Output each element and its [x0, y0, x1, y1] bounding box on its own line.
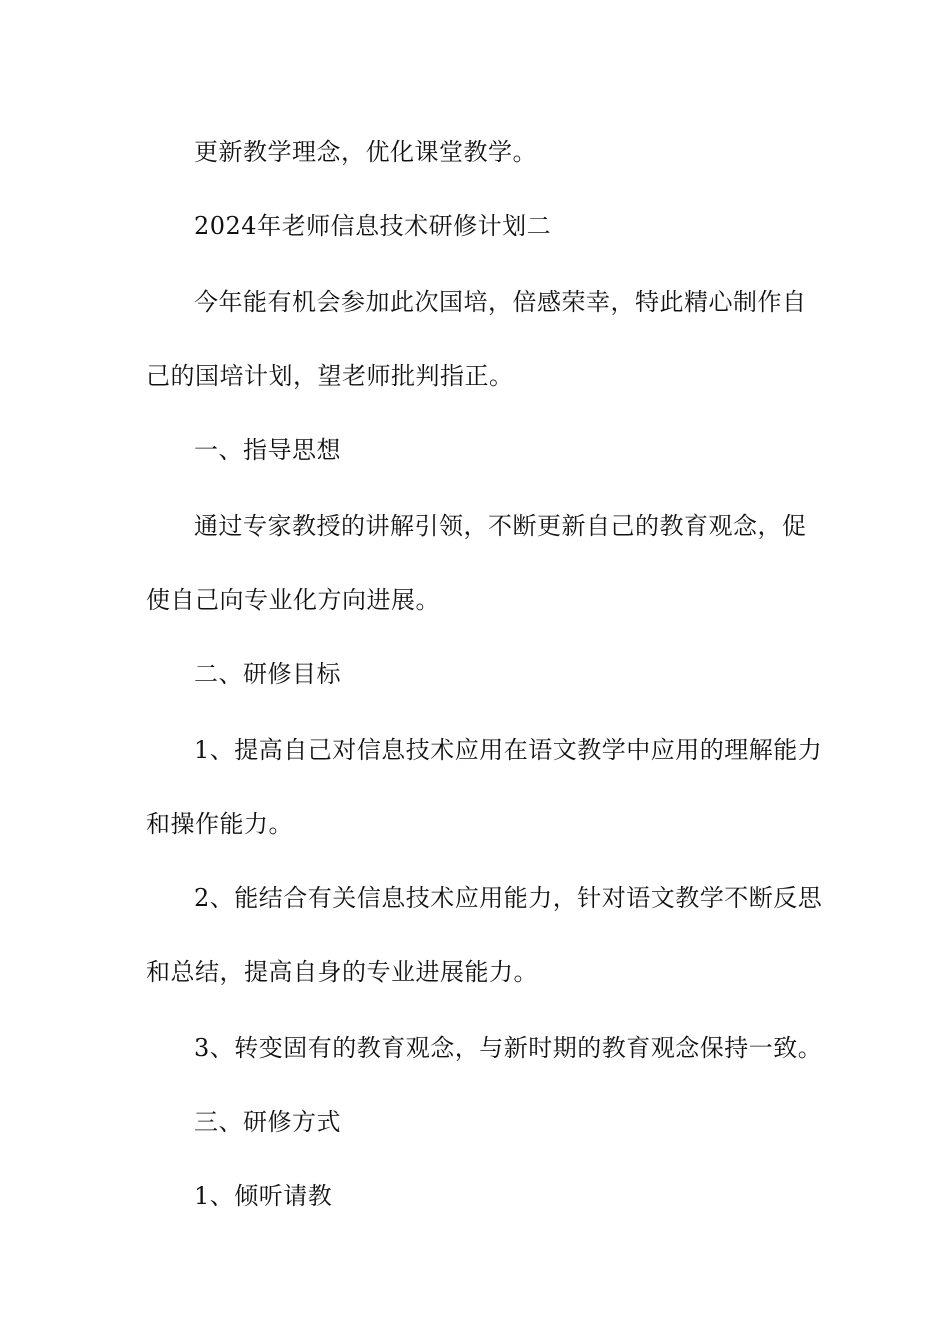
heading-research-goals: 二、研修目标	[194, 660, 341, 688]
list-item-2-line-2: 和总结，提高自身的专业进展能力。	[146, 958, 538, 986]
paragraph-line-4: 己的国培计划，望老师批判指正。	[146, 362, 514, 390]
list-item-1-line-1: 1、提高自己对信息技术应用在语文教学中应用的理解能力	[194, 736, 823, 764]
list-item-method-1: 1、倾听请教	[194, 1182, 333, 1210]
heading-research-methods: 三、研修方式	[194, 1108, 341, 1136]
list-item-3: 3、转变固有的教育观念，与新时期的教育观念保持一致。	[194, 1034, 823, 1062]
paragraph-line-1: 更新教学理念，优化课堂教学。	[194, 138, 537, 166]
heading-guiding-idea: 一、指导思想	[194, 436, 341, 464]
list-item-1-line-2: 和操作能力。	[146, 810, 293, 838]
paragraph-line-6: 通过专家教授的讲解引领，不断更新自己的教育观念，促	[194, 512, 807, 540]
paragraph-line-3: 今年能有机会参加此次国培，倍感荣幸，特此精心制作自	[194, 288, 807, 316]
paragraph-line-7: 使自己向专业化方向进展。	[146, 586, 440, 614]
list-item-2-line-1: 2、能结合有关信息技术应用能力，针对语文教学不断反思	[194, 884, 823, 912]
section-title: 2024年老师信息技术研修计划二	[194, 212, 552, 240]
